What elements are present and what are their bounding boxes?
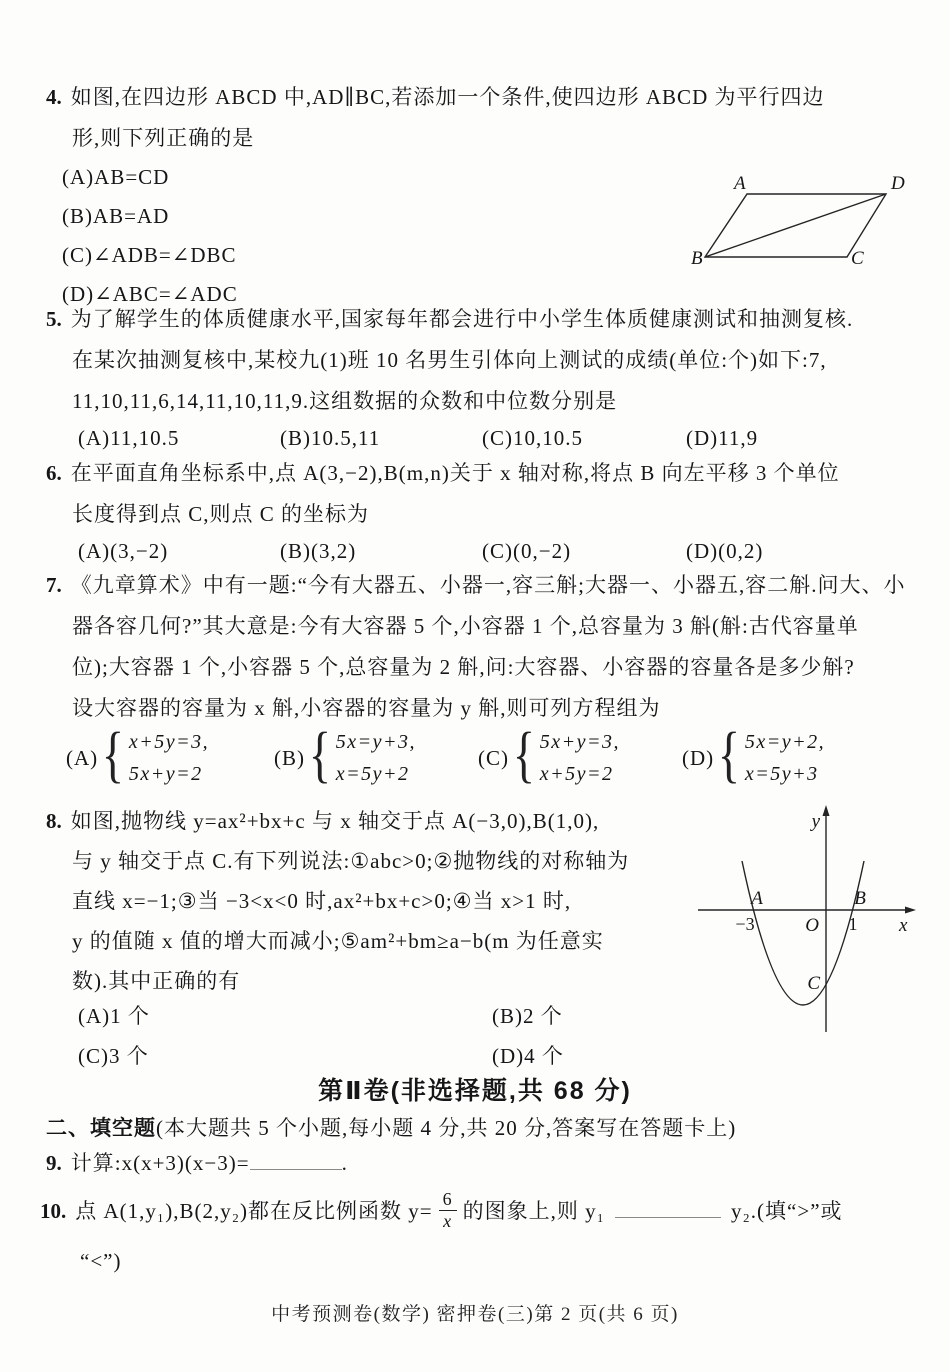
point-b-label: B xyxy=(854,888,866,909)
q9-period: . xyxy=(341,1151,348,1175)
q8-line-2: 与 y 轴交于点 C.有下列说法:①abc>0;②抛物线的对称轴为 xyxy=(72,849,630,873)
q4-text-1: 如图,在四边形 ABCD 中,AD∥BC,若添加一个条件,使四边形 ABCD 为平行四边 xyxy=(70,85,825,109)
brace-glyph: { xyxy=(512,721,536,789)
vertex-label-a: A xyxy=(734,173,746,194)
y-axis-arrow xyxy=(823,805,830,816)
q6-option-d: (D)(0,2) xyxy=(686,539,764,563)
q5-text-1: 为了解学生的体质健康水平,国家每年都会进行中小学生体质健康测试和抽测复核. xyxy=(70,307,854,331)
q6-option-b: (B)(3,2) xyxy=(280,539,357,563)
point-a-label: A xyxy=(751,888,763,909)
vertex-label-b: B xyxy=(691,248,703,269)
q5-option-a: (A)11,10.5 xyxy=(78,426,180,450)
q7-option-d xyxy=(682,721,826,790)
q4-line-1 xyxy=(46,84,824,111)
parabola-curve xyxy=(742,861,864,1005)
q8-line-3: 直线 x=−1;③当 −3<x<0 时,ax²+bx+c>0;④当 x>1 时, xyxy=(72,889,572,913)
q7-line-1 xyxy=(46,572,906,599)
vertex-label-d: D xyxy=(891,173,905,194)
q5-line-2: 在某次抽测复核中,某校九(1)班 10 名男生引体向上测试的成绩(单位:个)如下:7, xyxy=(72,348,827,372)
q9-answer-blank xyxy=(250,1167,342,1170)
q5-option-c: (C)10,10.5 xyxy=(482,426,583,450)
q10-line-1 xyxy=(40,1188,843,1234)
q7-option-c-label: (C) xyxy=(478,746,509,771)
q4-option-b: (B)AB=AD xyxy=(62,204,170,228)
parallelogram-figure xyxy=(690,172,922,284)
q9-text: 计算:x(x+3)(x−3)= xyxy=(70,1151,250,1175)
q7-line-3: 位);大容器 1 个,小容器 5 个,总容量为 2 斛,问:大容器、小容器的容量各是多少斛? xyxy=(72,655,855,679)
fraction-numerator: 6 xyxy=(442,1189,453,1209)
equation-1: x+5y=3, xyxy=(128,731,210,754)
q7-option-a-label: (A) xyxy=(66,746,99,771)
q7-text-1: 《九章算术》中有一题:“今有大器五、小器一,容三斛;大器一、小器五,容二斛.问大、小 xyxy=(70,573,906,597)
q5-line-3: 11,10,11,6,14,11,10,11,9.这组数据的众数和中位数分别是 xyxy=(72,389,618,413)
q10-number: 10. xyxy=(40,1199,67,1223)
q4-option-d: (D)∠ABC=∠ADC xyxy=(62,282,238,306)
q6-line-1 xyxy=(46,460,840,487)
q5-options xyxy=(0,426,950,454)
fraction-denominator: x xyxy=(439,1210,457,1232)
fill-in-section-header xyxy=(46,1112,736,1142)
q10-text-3: y₂.(填“>”或 xyxy=(730,1199,843,1223)
q8-number: 8. xyxy=(46,809,62,833)
tick-1-label: 1 xyxy=(848,914,858,934)
origin-label: O xyxy=(805,915,819,936)
q8-option-a: (A)1 个 xyxy=(78,1004,150,1028)
q7-option-b-equations xyxy=(336,731,416,786)
q6-text-1: 在平面直角坐标系中,点 A(3,−2),B(m,n)关于 x 轴对称,将点 B 向左平移 3 个单位 xyxy=(70,461,840,485)
q7-option-a xyxy=(66,721,210,790)
q4-option-a: (A)AB=CD xyxy=(62,165,170,189)
q10-text-2: 的图象上,则 y₁ xyxy=(462,1199,605,1223)
q8-text-1: 如图,抛物线 y=ax²+bx+c 与 x 轴交于点 A(−3,0),B(1,0), xyxy=(70,809,600,833)
y-axis-label: y xyxy=(811,811,820,832)
equation-2: x=5y+2 xyxy=(335,763,410,786)
q7-option-a-equations xyxy=(129,731,209,786)
q7-option-c xyxy=(478,721,621,790)
q10-line-2: “<”) xyxy=(80,1249,122,1273)
q9-number: 9. xyxy=(46,1151,62,1175)
q6-line-2: 长度得到点 C,则点 C 的坐标为 xyxy=(72,502,370,526)
q8-option-b: (B)2 个 xyxy=(492,1004,563,1028)
tick-neg3-label: −3 xyxy=(735,914,755,934)
q8-options-row-2 xyxy=(0,1040,950,1068)
q7-option-d-label: (D) xyxy=(682,746,715,771)
equation-1: 5x=y+2, xyxy=(744,731,826,754)
point-c-label: C xyxy=(807,973,820,994)
q8-option-d: (D)4 个 xyxy=(492,1044,564,1068)
equation-1: 5x=y+3, xyxy=(335,731,417,754)
q8-line-1 xyxy=(46,808,599,835)
q7-option-c-equations xyxy=(540,731,620,786)
q6-number: 6. xyxy=(46,461,62,485)
brace-glyph: { xyxy=(101,721,125,789)
q4-number: 4. xyxy=(46,85,62,109)
q6-options xyxy=(0,539,950,567)
q7-option-b xyxy=(274,721,417,790)
fill-in-section-note: (本大题共 5 个小题,每小题 4 分,共 20 分,答案写在答题卡上) xyxy=(156,1116,737,1140)
q7-option-d-equations xyxy=(745,731,825,786)
q7-line-2: 器各容几何?”其大意是:今有大容器 5 个,小容器 1 个,总容量为 3 斛(斛:古代容量单 xyxy=(72,614,859,638)
q5-number: 5. xyxy=(46,307,62,331)
q4-line-2: 形,则下列正确的是 xyxy=(72,126,255,150)
q7-number: 7. xyxy=(46,573,62,597)
section-2-title: 第Ⅱ卷(非选择题,共 68 分) xyxy=(318,1077,632,1105)
q5-option-b: (B)10.5,11 xyxy=(280,426,381,450)
equation-2: x+5y=2 xyxy=(539,763,614,786)
q5-line-1 xyxy=(46,306,853,333)
equation-2: 5x+y=2 xyxy=(128,763,203,786)
q9-line xyxy=(46,1150,348,1177)
page-footer: 中考预测卷(数学) 密押卷(三)第 2 页(共 6 页) xyxy=(271,1304,679,1325)
q4-option-c: (C)∠ADB=∠DBC xyxy=(62,243,237,267)
parabola-figure xyxy=(690,800,925,1035)
q7-line-4: 设大容器的容量为 x 斛,小容器的容量为 y 斛,则可列方程组为 xyxy=(72,696,661,720)
q6-option-a: (A)(3,−2) xyxy=(78,539,169,563)
x-axis-label: x xyxy=(899,915,908,936)
q10-text-1: 点 A(1,y₁),B(2,y₂)都在反比例函数 y= xyxy=(75,1199,433,1223)
equation-1: 5x+y=3, xyxy=(539,731,621,754)
brace-glyph: { xyxy=(717,721,741,789)
brace-glyph: { xyxy=(308,721,332,789)
fraction-6-over-x xyxy=(439,1189,457,1231)
q6-option-c: (C)(0,−2) xyxy=(482,539,572,563)
vertex-label-c: C xyxy=(851,248,864,269)
q5-option-d: (D)11,9 xyxy=(686,426,759,450)
q8-line-4: y 的值随 x 值的增大而减小;⑤am²+bm≥a−b(m 为任意实 xyxy=(72,929,604,953)
equation-2: x=5y+3 xyxy=(744,763,819,786)
q10-answer-blank xyxy=(615,1215,721,1218)
fill-in-section-label: 二、填空题 xyxy=(46,1117,156,1140)
x-axis-arrow xyxy=(905,907,916,914)
q8-line-5: 数).其中正确的有 xyxy=(72,969,241,993)
q7-option-b-label: (B) xyxy=(274,746,305,771)
q8-option-c: (C)3 个 xyxy=(78,1044,149,1068)
